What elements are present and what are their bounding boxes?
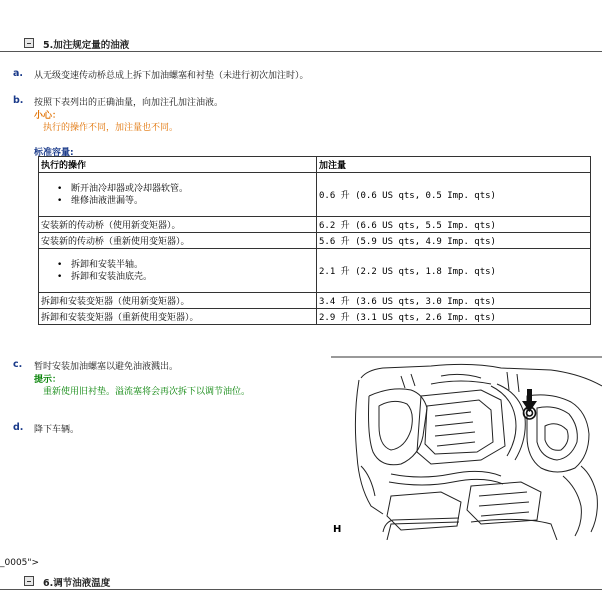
step-d-text: 降下车辆。: [34, 425, 80, 435]
table-header-row: [39, 157, 591, 173]
section-6-rule: [0, 589, 602, 590]
amount-cell: 2.1 升 (2.2 US qts, 1.8 Imp. qts): [317, 249, 591, 293]
step-b-letter: b.: [13, 95, 24, 106]
amount-cell: 5.6 升 (5.9 US qts, 4.9 Imp. qts): [317, 233, 591, 249]
hint-title: 提示：: [34, 375, 62, 385]
amount-cell: 0.6 升 (0.6 US qts, 0.5 Imp. qts): [317, 173, 591, 217]
step-a-text: 从无级变速传动桥总成上拆下加油螺塞和衬垫（未进行初次加注时）。: [34, 71, 309, 81]
figure-label: H: [333, 524, 342, 535]
engine-compartment-illustration: [331, 356, 602, 540]
list-item: • 拆卸和安装半轴。: [71, 259, 314, 271]
operation-cell: 拆卸和安装变矩器（重新使用变矩器）。: [39, 309, 317, 325]
list-item: • 维修油液泄漏等。: [71, 195, 314, 207]
caution-title: 小心：: [34, 111, 62, 121]
table-row: [39, 233, 591, 249]
step-b-text: 按照下表列出的正确油量，向加注孔加注油液。: [34, 98, 224, 108]
list-item: • 断开油冷却器或冷却器软管。: [71, 183, 314, 195]
step-c-letter: c.: [13, 359, 23, 370]
section-6-title: 6.调节油液温度: [43, 578, 111, 589]
capacity-table: [38, 156, 591, 325]
table-row: [39, 309, 591, 325]
amount-cell: 3.4 升 (3.6 US qts, 3.0 Imp. qts): [317, 293, 591, 309]
table-row: [39, 217, 591, 233]
operation-cell: 安装新的传动桥（使用新变矩器）。: [39, 217, 317, 233]
standard-capacity-title: 标准容量:: [34, 148, 74, 158]
amount-cell: 2.9 升 (3.1 US qts, 2.6 Imp. qts): [317, 309, 591, 325]
operation-cell: 安装新的传动桥（重新使用变矩器）。: [39, 233, 317, 249]
collapse-icon[interactable]: [24, 38, 34, 48]
step-a-letter: a.: [13, 68, 24, 79]
amount-cell: 6.2 升 (6.6 US qts, 5.5 Imp. qts): [317, 217, 591, 233]
operation-cell: [39, 249, 317, 293]
caution-text: 执行的操作不同，加注量也不同。: [43, 123, 179, 133]
section-5-title: 5.加注规定量的油液: [43, 40, 130, 51]
operation-cell: [39, 173, 317, 217]
collapse-icon[interactable]: [24, 576, 34, 586]
list-item: • 拆卸和安装油底壳。: [71, 271, 314, 283]
arrow-indicator: [522, 389, 537, 412]
operation-cell: 拆卸和安装变矩器（使用新变矩器）。: [39, 293, 317, 309]
hint-text: 重新使用旧衬垫。溢流塞将会再次拆下以调节油位。: [43, 387, 251, 397]
footer-code-text: _0005">: [0, 558, 40, 568]
header-operation: 执行的操作: [39, 157, 317, 173]
step-c-text: 暂时安装加油螺塞以避免油液溅出。: [34, 362, 179, 372]
section-5-rule: [0, 51, 602, 52]
step-d-letter: d.: [13, 422, 24, 433]
header-amount: 加注量: [317, 157, 591, 173]
table-row: [39, 293, 591, 309]
table-row: [39, 173, 591, 217]
table-row: [39, 249, 591, 293]
